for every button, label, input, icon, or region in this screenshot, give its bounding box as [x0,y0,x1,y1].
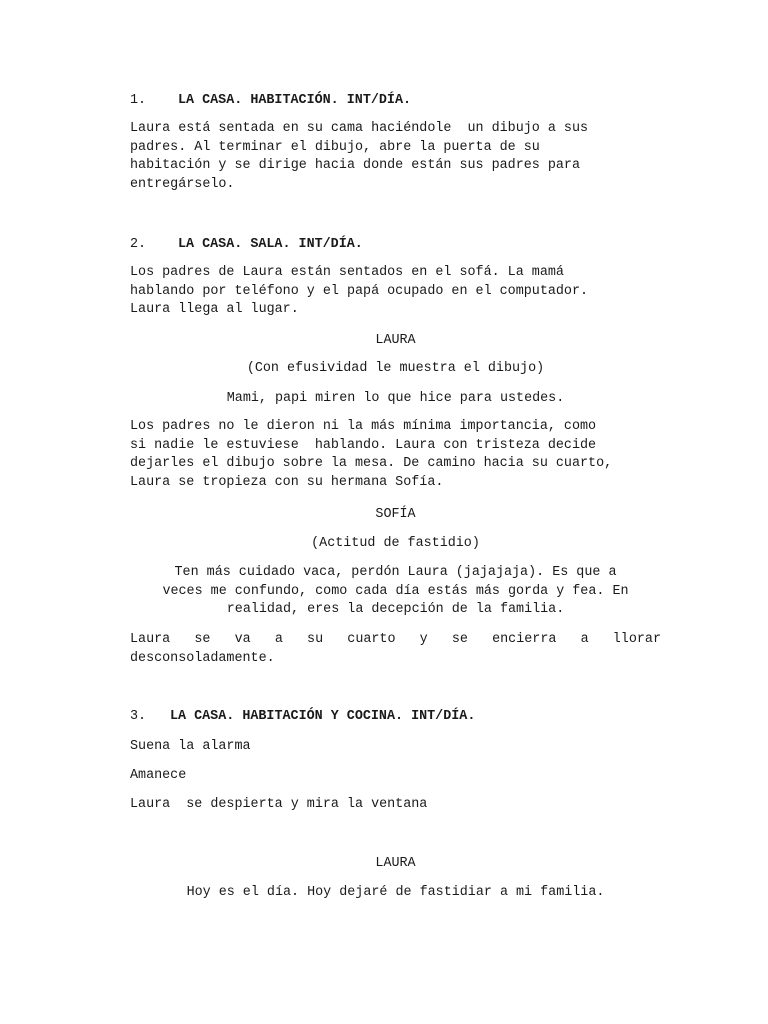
scene-title: LA CASA. HABITACIÓN. INT/DÍA. [178,93,412,108]
scene-2-heading [130,236,661,255]
scene-1-action [130,120,661,195]
dialogue-line: veces me confundo, como cada día estás más gorda y fea. En [162,583,629,599]
action-line: padres. Al terminar el dibujo, abre la puerta de su [130,139,540,155]
action-line: entregárselo. [130,177,235,193]
action-line: si nadie le estuviese hablando. Laura con tristeza decide [130,437,597,453]
action-line: habitación y se dirige hacia donde están sus padres para [130,158,580,174]
action-line: Laura se despierta y mira la ventana [130,797,428,812]
scene-number: 2. [130,237,147,252]
scene-number: 1. [130,93,147,108]
action-line: Los padres no le dieron ni la más mínima importancia, como [130,419,597,434]
scene-2-action-1 [130,264,661,320]
action-line: Laura está sentada en su cama haciéndole un dibujo a sus [130,121,589,136]
action-line: Laura se tropieza con su hermana Sofía. [130,475,444,491]
action-line: Laura se va a su cuarto y se encierra a llorar [130,632,661,647]
dialogue [130,564,661,620]
scene-1-heading [130,92,661,111]
action-line: hablando por teléfono y el papá ocupado en el computador. [130,283,589,299]
action-line: Amanece [130,768,187,783]
action-line: dejarles el dibujo sobre la mesa. De camino hacia su cuarto, [130,456,613,472]
action-line: desconsoladamente. [130,650,275,666]
dialogue: Hoy es el día. Hoy dejaré de fastidiar a mi familia. [186,885,605,900]
scene-number: 3. [130,709,147,724]
dialogue-line: realidad, eres la decepción de la familia. [226,602,565,618]
parenthetical: (Actitud de fastidio) [311,536,480,551]
scene-title: LA CASA. HABITACIÓN Y COCINA. INT/DÍA. [170,709,476,724]
action-line: Suena la alarma [130,739,251,754]
action-line: Laura llega al lugar. [130,302,299,318]
action-line: Los padres de Laura están sentados en el sofá. La mamá [130,265,564,280]
scene-2-action-3 [130,631,661,668]
parenthetical: (Con efusividad le muestra el dibujo) [246,361,545,376]
scene-3-heading [130,708,661,727]
scene-title: LA CASA. SALA. INT/DÍA. [178,237,363,252]
scene-2-action-2 [130,418,661,493]
dialogue: Mami, papi miren lo que hice para ustedes. [226,391,565,406]
dialogue-line: Ten más cuidado vaca, perdón Laura (jajajaja). Es que a [174,565,617,580]
character-name: LAURA [375,333,416,348]
character-name: SOFÍA [375,507,416,522]
script-page [130,0,661,1024]
character-name: LAURA [375,856,416,871]
